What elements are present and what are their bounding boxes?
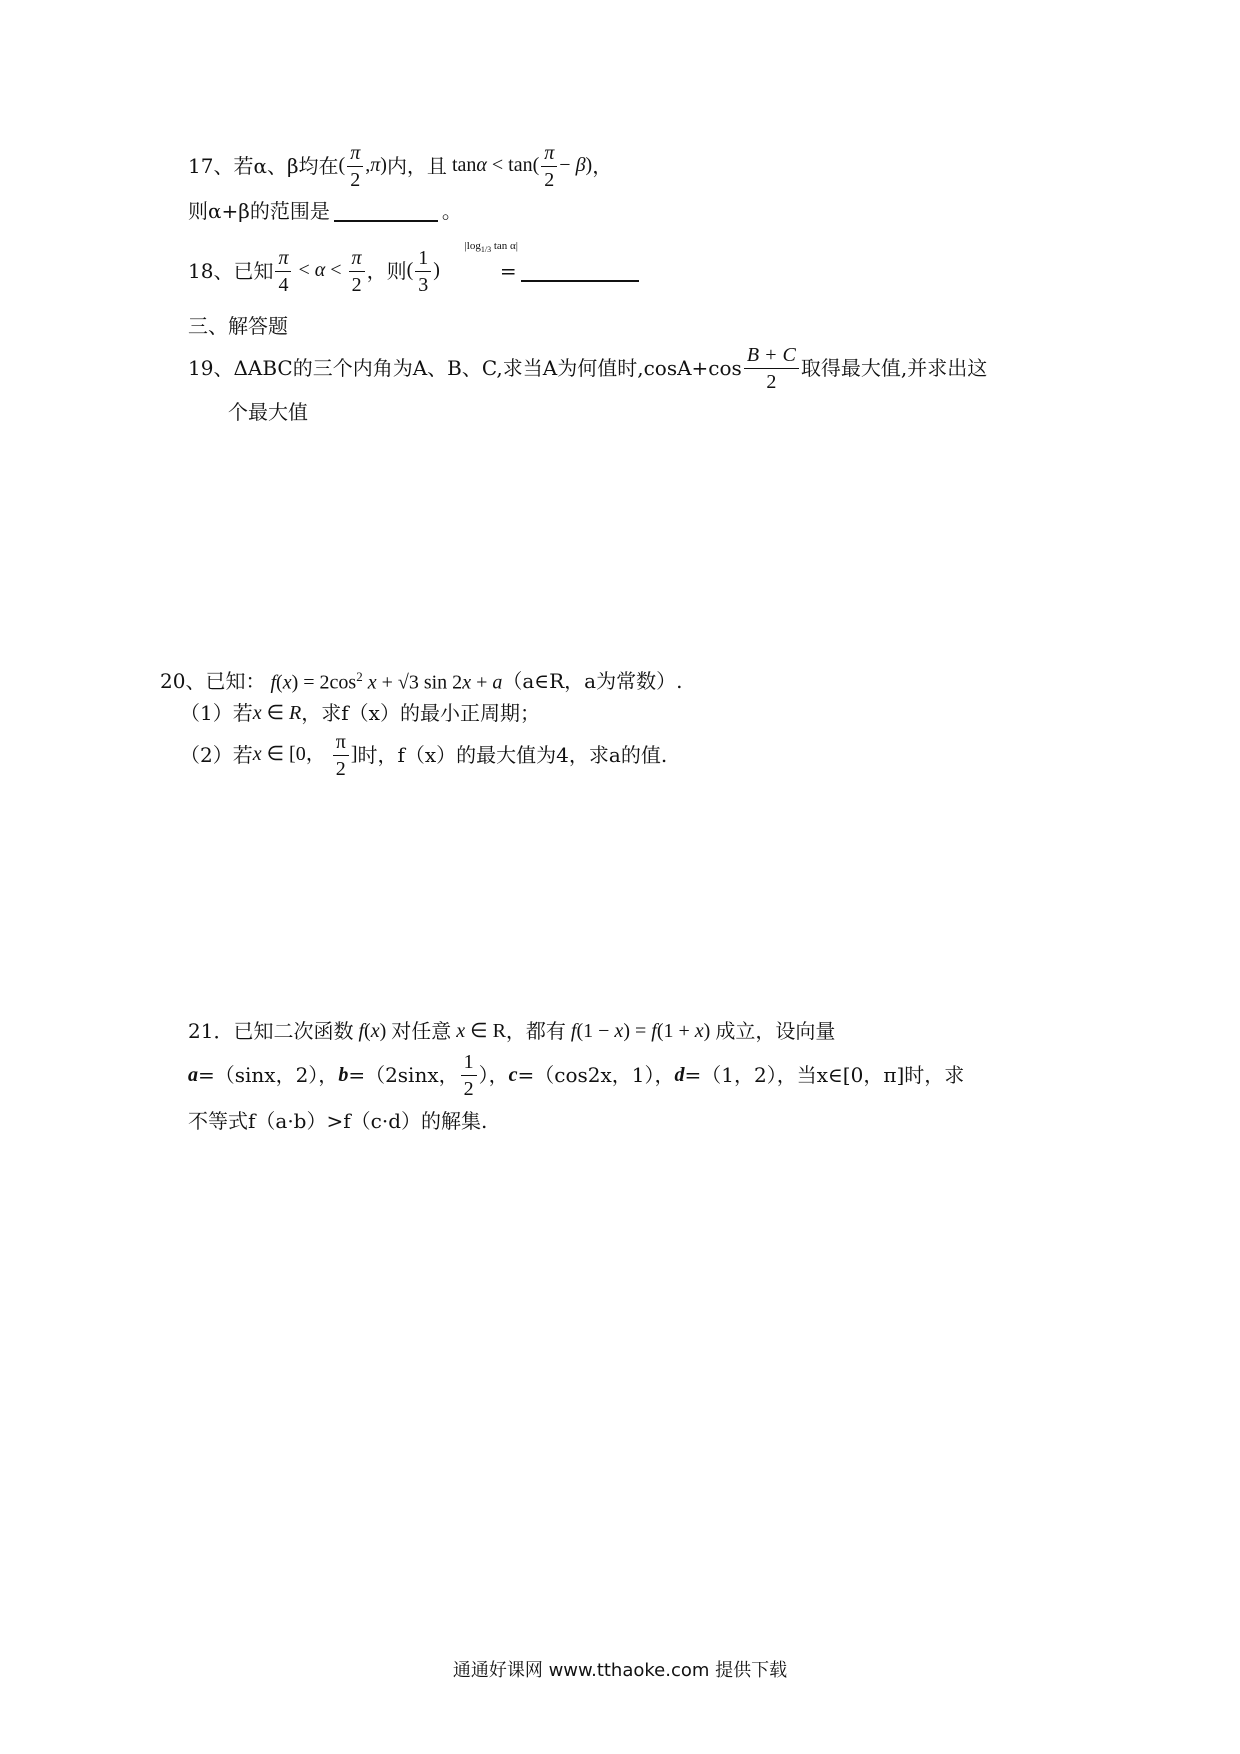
q17-interval: ( $\frac{\pi}{2}$ ,π) <box>338 141 387 191</box>
q17-line2 <box>188 198 462 224</box>
q18-condition: $\frac{\pi}{4}$ < α < $\frac{\pi}{2}$ <box>273 247 366 296</box>
q17-number: 17、若 <box>188 154 254 178</box>
q18-equals: = <box>499 259 517 283</box>
q21-vec-d-text: =（1，2），当x∈[0，π]时，求 <box>684 1063 965 1087</box>
q21-vec-b-text: =（2sinx， <box>348 1063 459 1087</box>
q21-vec-a-text: =（sinx，2）， <box>198 1063 339 1087</box>
q21-vec-c-text: =（cos2x，1）， <box>517 1063 675 1087</box>
q21-fx: f(x) <box>358 1020 392 1042</box>
section-heading: 三、解答题 <box>188 314 288 338</box>
q18-line <box>188 240 643 302</box>
q20-sub2 <box>180 728 667 782</box>
q18-expression: ( $\frac{1}{3}$ ) $|\log_{1/3}$ tan α| <box>406 239 518 296</box>
q20-sub1-label: （1）若 <box>180 701 253 725</box>
q21-line3: 不等式f（a·b）>f（c·d）的解集. <box>188 1109 488 1133</box>
q21-text4: 成立，设向量 <box>715 1019 836 1043</box>
q20-sub1-text: ，求f（x）的最小正周期； <box>301 701 540 725</box>
q17-text1: α、β均在 <box>253 154 339 178</box>
q21-text1: 21．已知二次函数 <box>188 1019 354 1043</box>
q19-line2: 个最大值 <box>228 400 308 424</box>
q21-half: $\frac{1}{2}$ <box>461 1051 477 1100</box>
q20-number: 20、已知： <box>160 669 266 693</box>
q18-exp-tan: tan α <box>493 239 516 252</box>
q21-text2: 对任意 <box>391 1019 452 1043</box>
q17-end: 。 <box>441 199 462 223</box>
q20-sub2-label: （2）若 <box>180 743 253 767</box>
q17-text2: 内，且 <box>386 154 447 178</box>
q18-text1: ，则 <box>366 259 407 283</box>
q21-domain: x ∈ R <box>456 1020 506 1042</box>
q21-vector-c: c <box>508 1064 518 1086</box>
q19-fraction: $\frac{B + C}{2}$ <box>744 344 799 393</box>
q18-number: 18、已知 <box>188 259 274 283</box>
q21-line1 <box>188 1018 835 1044</box>
q19-text1: 19、ΔABC的三个内角为A、B、C,求当A为何值时,cosA+cos <box>188 356 742 380</box>
q21-vec-b-end: ）， <box>478 1063 509 1087</box>
q17-line1 <box>188 140 612 192</box>
q17-inequality: tanα < tan( $\frac{\pi}{2}$ − β) <box>446 141 593 191</box>
q21-vector-a: a <box>188 1064 198 1086</box>
q17-text3: ， <box>592 154 613 178</box>
q20-condition: （a∈R，a为常数）. <box>502 669 683 693</box>
footer: 通通好课网 www.tthaoke.com 提供下载 <box>452 1660 788 1681</box>
q21-vector-b: b <box>338 1064 349 1086</box>
q18-exp-log: log <box>466 239 481 252</box>
q18-answer-blank[interactable] <box>521 260 639 282</box>
q20-line1 <box>160 668 682 694</box>
q21-line2 <box>188 1048 964 1102</box>
q20-sub2-domain: x ∈ [0， $\frac{\pi}{2}$ ] <box>252 730 358 780</box>
q21-text3: ，都有 <box>505 1019 566 1043</box>
q20-sub1 <box>180 700 540 726</box>
q20-sub2-text: 时，f（x）的最大值为4，求a的值. <box>357 743 668 767</box>
q19-line1 <box>188 340 987 396</box>
q21-symmetry: f(1 − x) = f(1 + x) <box>570 1020 716 1042</box>
q17-answer-blank[interactable] <box>334 200 438 222</box>
q17-range-label: 则α+β的范围是 <box>188 199 330 223</box>
q20-sub1-domain: x ∈ R <box>252 702 302 724</box>
q21-vector-d: d <box>674 1064 685 1086</box>
q19-text2: 取得最大值,并求出这 <box>800 356 988 380</box>
q20-function: $f(x) = 2\cos^2$ x + √3 sin 2x + a <box>270 668 503 694</box>
